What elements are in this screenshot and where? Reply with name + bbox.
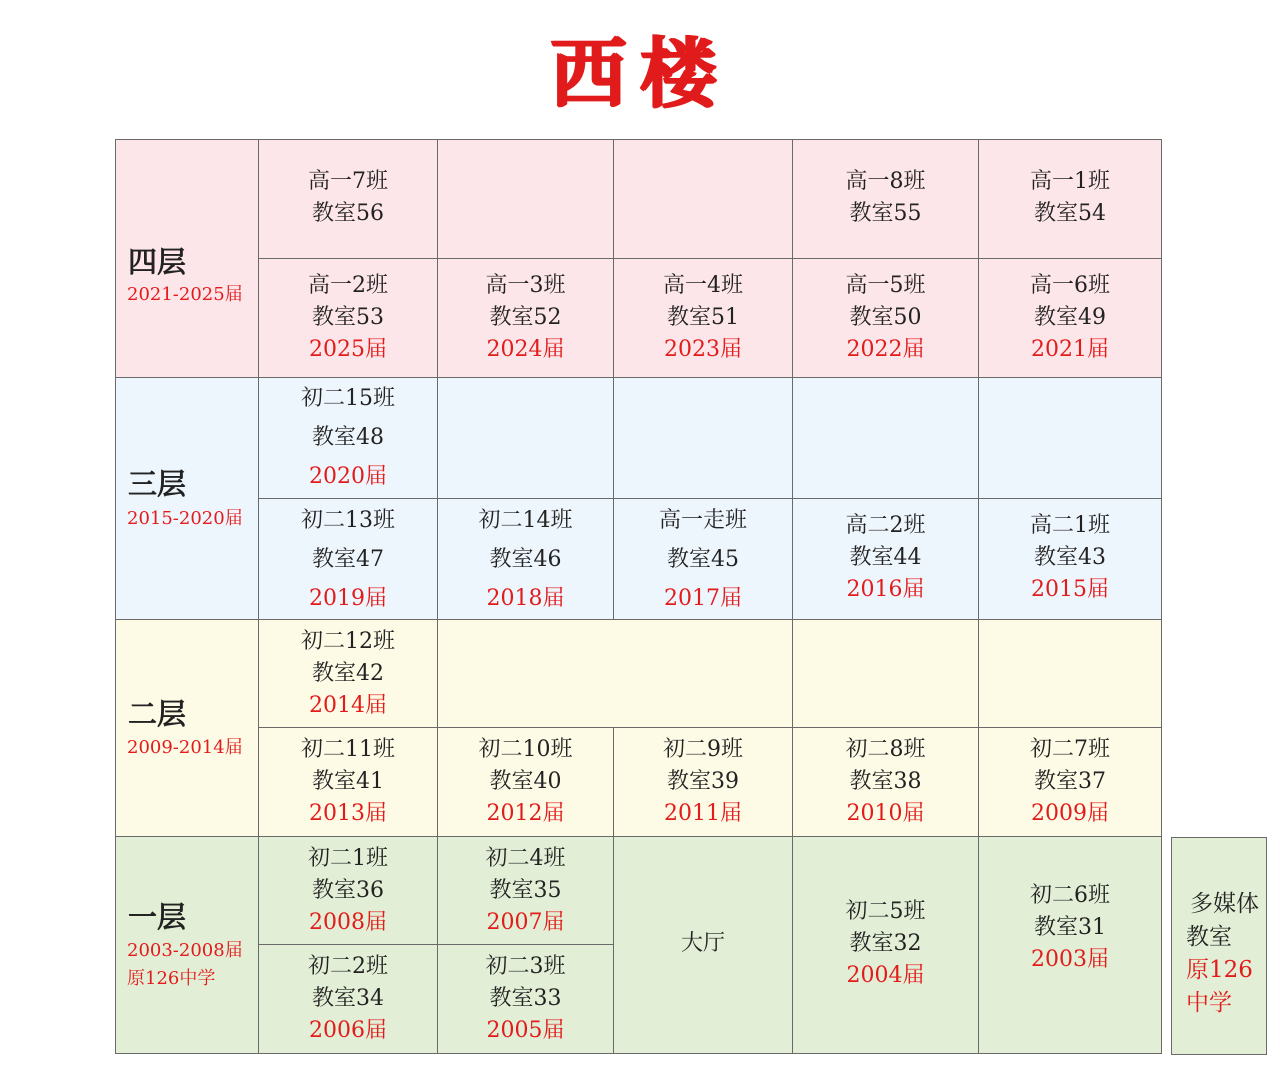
room-31-class: 初二6班 — [1030, 883, 1110, 908]
room-36-number: 教室36 — [312, 878, 384, 903]
empty-cell — [613, 139, 793, 259]
room-53-year: 2025届 — [309, 337, 387, 362]
room-41-number: 教室41 — [312, 769, 384, 794]
room-42-class: 初二12班 — [301, 629, 395, 654]
empty-cell — [437, 619, 793, 728]
room-54-number: 教室54 — [1034, 201, 1106, 226]
room-47 — [258, 498, 438, 620]
room-36-year: 2008届 — [309, 910, 387, 935]
page-title: 西楼 — [550, 29, 730, 118]
room-44-number: 教室44 — [849, 545, 922, 570]
room-31 — [978, 836, 1162, 1054]
empty-cell — [437, 377, 614, 499]
empty-cell — [792, 377, 979, 499]
room-40-year: 2012届 — [486, 801, 565, 826]
room-33-year: 2005届 — [486, 1018, 565, 1043]
room-43-year: 2015届 — [1031, 577, 1109, 602]
room-33 — [437, 944, 614, 1054]
room-34-number: 教室34 — [312, 986, 384, 1011]
room-34-class: 初二2班 — [308, 954, 388, 979]
room-42-year: 2014届 — [309, 693, 387, 718]
room-43-number: 教室43 — [1034, 545, 1106, 570]
room-46-year: 2018届 — [486, 586, 565, 611]
room-42-number: 教室42 — [312, 661, 384, 686]
room-44 — [792, 498, 979, 620]
room-38-year: 2010届 — [846, 801, 925, 826]
room-50-number: 教室50 — [849, 305, 922, 330]
room-34-year: 2006届 — [309, 1018, 387, 1043]
room-38-class: 初二8班 — [845, 737, 926, 762]
room-50 — [792, 258, 979, 378]
hall — [613, 836, 793, 1054]
room-41-year: 2013届 — [309, 801, 387, 826]
room-45-number: 教室45 — [667, 547, 739, 572]
room-54 — [978, 139, 1162, 259]
room-39-year: 2011届 — [664, 801, 742, 826]
multimedia-room — [1171, 837, 1267, 1055]
room-49-class: 高一6班 — [1030, 273, 1110, 298]
room-45-year: 2017届 — [664, 586, 742, 611]
multimedia-line-1: 多媒体 — [1190, 891, 1259, 917]
room-33-class: 初二3班 — [485, 954, 566, 979]
room-37-number: 教室37 — [1034, 769, 1106, 794]
room-35-year: 2007届 — [486, 910, 565, 935]
floor-2-years: 2009-2014届 — [127, 737, 243, 758]
room-46-number: 教室46 — [489, 547, 562, 572]
room-49-year: 2021届 — [1031, 337, 1109, 362]
room-51-year: 2023届 — [664, 337, 742, 362]
floor-1-name: 一层 — [128, 900, 187, 934]
room-48 — [258, 377, 438, 499]
room-38-number: 教室38 — [849, 769, 922, 794]
room-55 — [792, 139, 979, 259]
room-39 — [613, 727, 793, 837]
empty-cell — [978, 377, 1162, 499]
room-41-class: 初二11班 — [301, 737, 395, 762]
floor-2-name: 二层 — [128, 697, 187, 731]
room-49-number: 教室49 — [1034, 305, 1106, 330]
room-37-year: 2009届 — [1031, 801, 1109, 826]
empty-cell — [978, 619, 1162, 728]
room-52-number: 教室52 — [489, 305, 562, 330]
room-51-class: 高一4班 — [663, 273, 743, 298]
room-54-class: 高一1班 — [1030, 169, 1110, 194]
room-44-class: 高二2班 — [845, 513, 926, 538]
room-45-class: 高一走班 — [658, 508, 747, 533]
room-52-class: 高一3班 — [485, 273, 566, 298]
room-40 — [437, 727, 614, 837]
room-56 — [258, 139, 438, 259]
room-39-number: 教室39 — [667, 769, 739, 794]
room-52 — [437, 258, 614, 378]
room-31-number: 教室31 — [1034, 915, 1106, 940]
room-50-year: 2022届 — [846, 337, 925, 362]
room-46 — [437, 498, 614, 620]
room-51-number: 教室51 — [667, 305, 739, 330]
room-47-number: 教室47 — [312, 547, 384, 572]
room-56-number: 教室56 — [312, 201, 384, 226]
room-32 — [792, 836, 979, 1054]
multimedia-line-4: 中学 — [1186, 990, 1232, 1016]
room-49 — [978, 258, 1162, 378]
room-55-number: 教室55 — [849, 201, 922, 226]
room-33-number: 教室33 — [489, 986, 562, 1011]
floor-1-years: 2003-2008届 — [127, 940, 243, 961]
room-32-number: 教室32 — [849, 931, 922, 956]
multimedia-line-2: 教室 — [1186, 924, 1232, 950]
room-50-class: 高一5班 — [845, 273, 926, 298]
room-43-class: 高二1班 — [1030, 513, 1110, 538]
room-53-class: 高一2班 — [308, 273, 388, 298]
room-41 — [258, 727, 438, 837]
room-35-class: 初二4班 — [485, 846, 566, 871]
floor-1-note: 原126中学 — [127, 968, 216, 989]
room-47-class: 初二13班 — [301, 508, 395, 533]
room-44-year: 2016届 — [846, 577, 925, 602]
hall-label: 大厅 — [680, 931, 725, 956]
room-46-class: 初二14班 — [478, 508, 573, 533]
room-31-year: 2003届 — [1031, 947, 1109, 972]
room-39-class: 初二9班 — [663, 737, 743, 762]
room-51 — [613, 258, 793, 378]
multimedia-line-3: 原126 — [1186, 957, 1253, 983]
empty-cell — [437, 139, 614, 259]
room-37-class: 初二7班 — [1030, 737, 1110, 762]
room-48-class: 初二15班 — [301, 386, 395, 411]
room-36-class: 初二1班 — [308, 846, 388, 871]
room-32-year: 2004届 — [846, 963, 925, 988]
room-34 — [258, 944, 438, 1054]
floor-3-years: 2015-2020届 — [127, 508, 243, 529]
room-36 — [258, 836, 438, 945]
floor-4-name: 四层 — [128, 245, 187, 279]
room-47-year: 2019届 — [309, 586, 387, 611]
room-38 — [792, 727, 979, 837]
room-42 — [258, 619, 438, 728]
floor-4-years: 2021-2025届 — [127, 284, 243, 305]
room-32-class: 初二5班 — [845, 899, 926, 924]
room-43 — [978, 498, 1162, 620]
room-37 — [978, 727, 1162, 837]
room-35-number: 教室35 — [489, 878, 562, 903]
room-40-number: 教室40 — [489, 769, 562, 794]
room-52-year: 2024届 — [486, 337, 565, 362]
room-56-class: 高一7班 — [308, 169, 388, 194]
room-48-year: 2020届 — [309, 464, 387, 489]
floor-3-name: 三层 — [128, 467, 187, 501]
room-53 — [258, 258, 438, 378]
empty-cell — [613, 377, 793, 499]
room-40-class: 初二10班 — [478, 737, 573, 762]
room-53-number: 教室53 — [312, 305, 384, 330]
room-35 — [437, 836, 614, 945]
empty-cell — [792, 619, 979, 728]
room-48-number: 教室48 — [312, 425, 384, 450]
room-55-class: 高一8班 — [845, 169, 926, 194]
room-45 — [613, 498, 793, 620]
